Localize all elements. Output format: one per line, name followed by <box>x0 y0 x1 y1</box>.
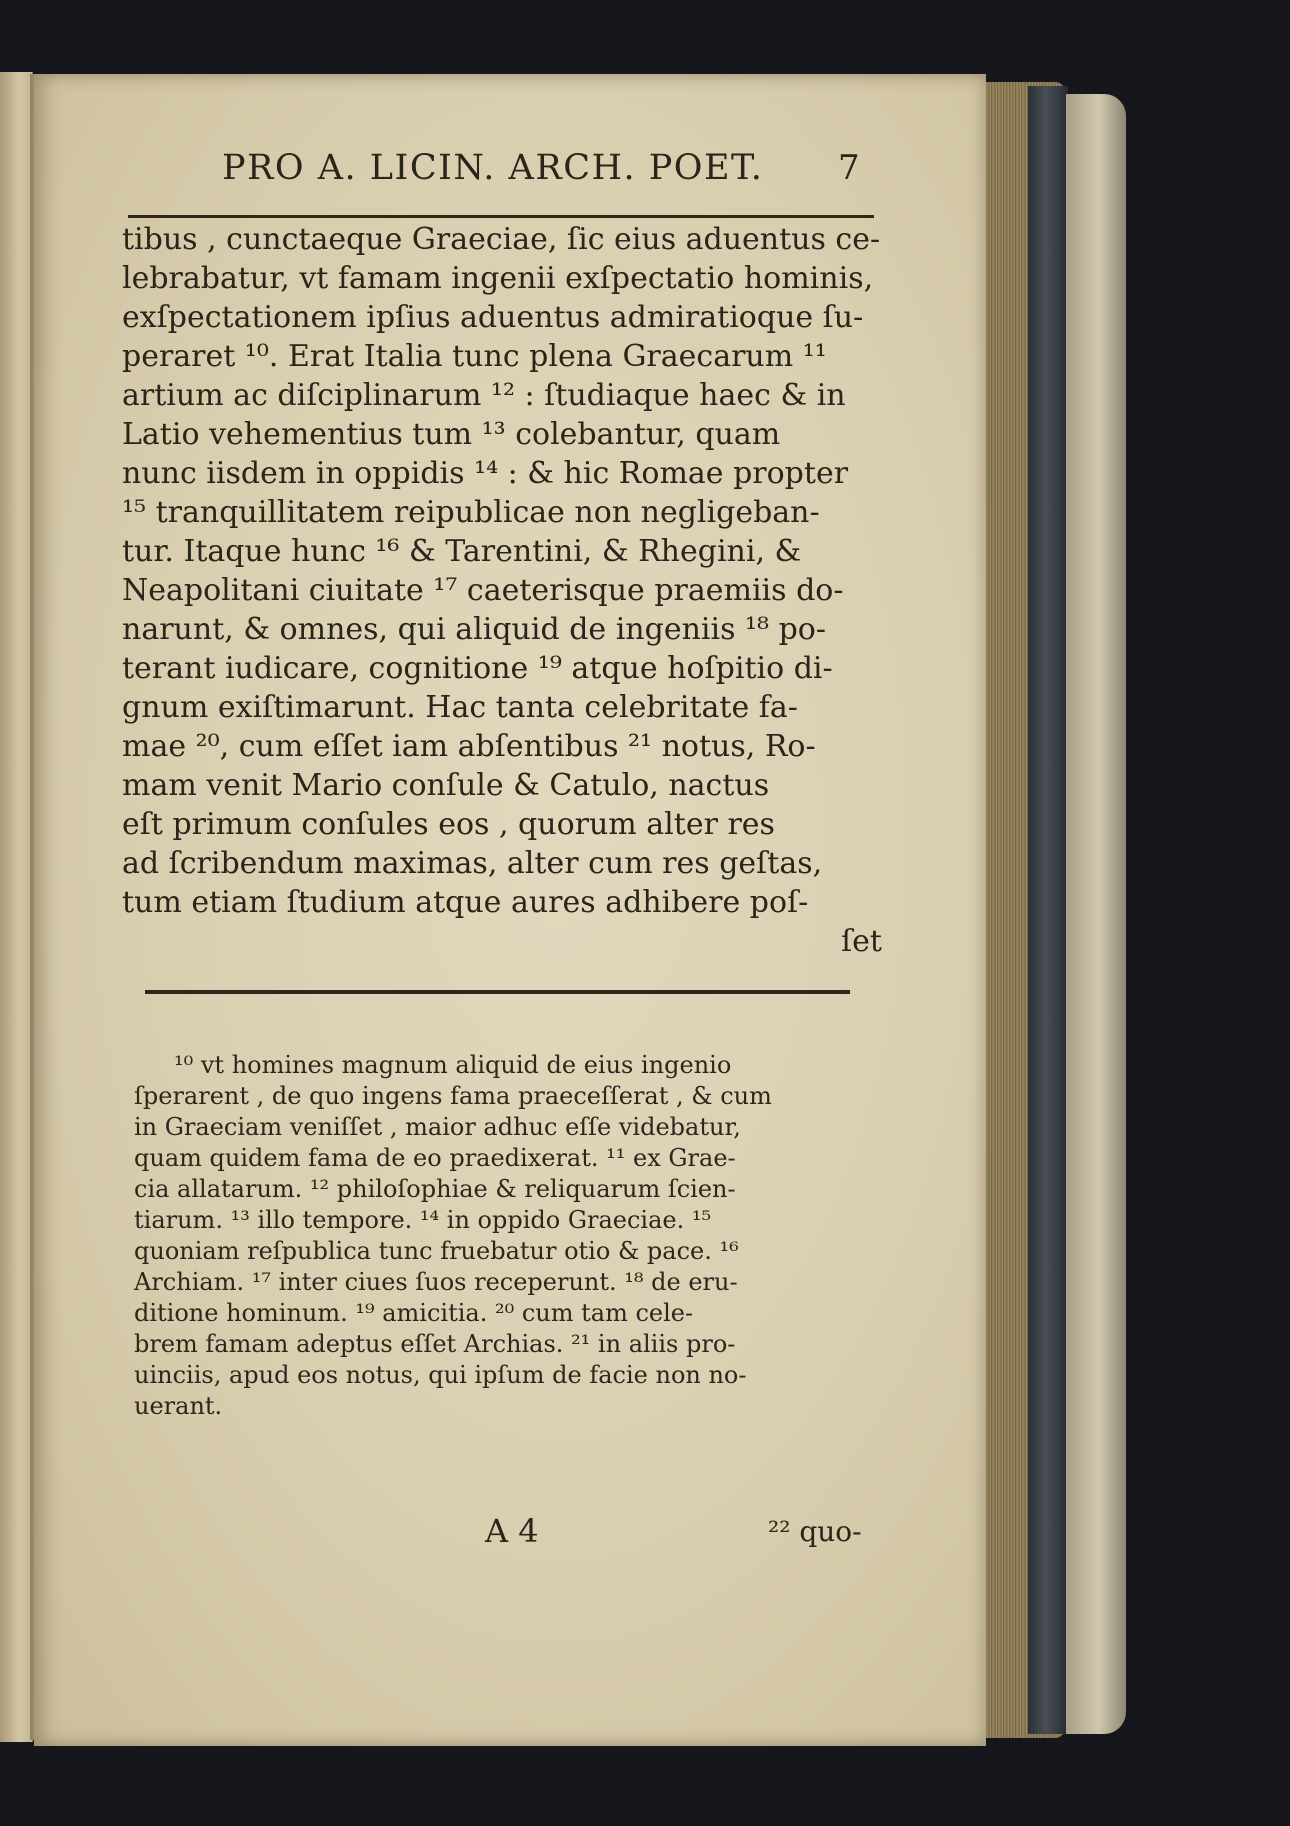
note-line: Archiam. ¹⁷ inter ciues ſuos receperunt. ¹⁸ de eru- <box>134 1268 738 1296</box>
note-line: in Graeciam veniſſet , maior adhuc eſſe videbatur, <box>134 1113 741 1141</box>
note-line: brem famam adeptus eſſet Archias. ²¹ in aliis pro- <box>134 1330 736 1358</box>
page-block-shadow <box>1028 86 1068 1734</box>
text-line: tur. Itaque hunc ¹⁶ & Tarentini, & Rhegini, & <box>122 534 802 569</box>
text-line: ad ſcribendum maximas, alter cum res geſtas, <box>122 846 823 881</box>
text-line: nunc iisdem in oppidis ¹⁴ : & hic Romae propter <box>122 456 849 491</box>
note-line: ¹⁰ vt homines magnum aliquid de eius ingenio <box>174 1051 732 1079</box>
footer-catchword: ²² quo- <box>768 1515 862 1548</box>
text-line: ¹⁵ tranquillitatem reipublicae non negligeban- <box>122 495 820 530</box>
header-rule <box>128 215 874 218</box>
note-line: quam quidem fama de eo praedixerat. ¹¹ ex Grae- <box>134 1144 736 1172</box>
footnotes <box>134 1050 884 1422</box>
text-line: narunt, & omnes, qui aliquid de ingeniis ¹⁸ po- <box>122 612 827 647</box>
text-line: Latio vehementius tum ¹³ colebantur, quam <box>122 417 781 452</box>
note-line: ditione hominum. ¹⁹ amicitia. ²⁰ cum tam cele- <box>134 1299 694 1327</box>
text-line: exſpectationem ipſius aduentus admiratioque ſu- <box>122 300 864 335</box>
note-line: uinciis, apud eos notus, qui ipſum de facie non no- <box>134 1361 747 1389</box>
text-line: tibus , cunctaeque Graeciae, ſic eius aduentus ce- <box>122 222 881 257</box>
running-title: PRO A. LICIN. ARCH. POET. <box>222 148 764 188</box>
text-line: lebrabatur, vt famam ingenii exſpectatio hominis, <box>122 261 874 296</box>
page-number: 7 <box>838 148 860 188</box>
note-line: ſperarent , de quo ingens fama praeceſſerat , & cum <box>134 1082 772 1110</box>
note-line: uerant. <box>134 1392 223 1420</box>
note-line: cia allatarum. ¹² philoſophiae & reliquarum ſcien- <box>134 1175 736 1203</box>
book-cover-edge <box>1066 94 1126 1734</box>
facing-page-edge <box>0 72 33 1742</box>
text-line: mam venit Mario conſule & Catulo, nactus <box>122 768 770 803</box>
main-text <box>122 220 882 961</box>
body-catchword: ſet <box>841 924 882 959</box>
notes-rule <box>145 990 850 994</box>
note-line: quoniam reſpublica tunc fruebatur otio & pace. ¹⁶ <box>134 1237 739 1265</box>
note-line: tiarum. ¹³ illo tempore. ¹⁴ in oppido Graeciae. ¹⁵ <box>134 1206 712 1234</box>
text-line: tum etiam ſtudium atque aures adhibere poſ- <box>122 885 809 920</box>
text-line: terant iudicare, cognitione ¹⁹ atque hoſpitio di- <box>122 651 833 686</box>
text-line: artium ac diſciplinarum ¹² : ſtudiaque haec & in <box>122 378 846 413</box>
text-line: eſt primum conſules eos , quorum alter res <box>122 807 775 842</box>
signature-mark: A 4 <box>485 1512 539 1550</box>
text-line: mae ²⁰, cum eſſet iam abſentibus ²¹ notus, Ro- <box>122 729 816 764</box>
text-line: peraret ¹⁰. Erat Italia tunc plena Graecarum ¹¹ <box>122 339 827 374</box>
text-line: Neapolitani ciuitate ¹⁷ caeterisque praemiis do- <box>122 573 844 608</box>
text-line: gnum exiſtimarunt. Hac tanta celebritate fa- <box>122 690 798 725</box>
